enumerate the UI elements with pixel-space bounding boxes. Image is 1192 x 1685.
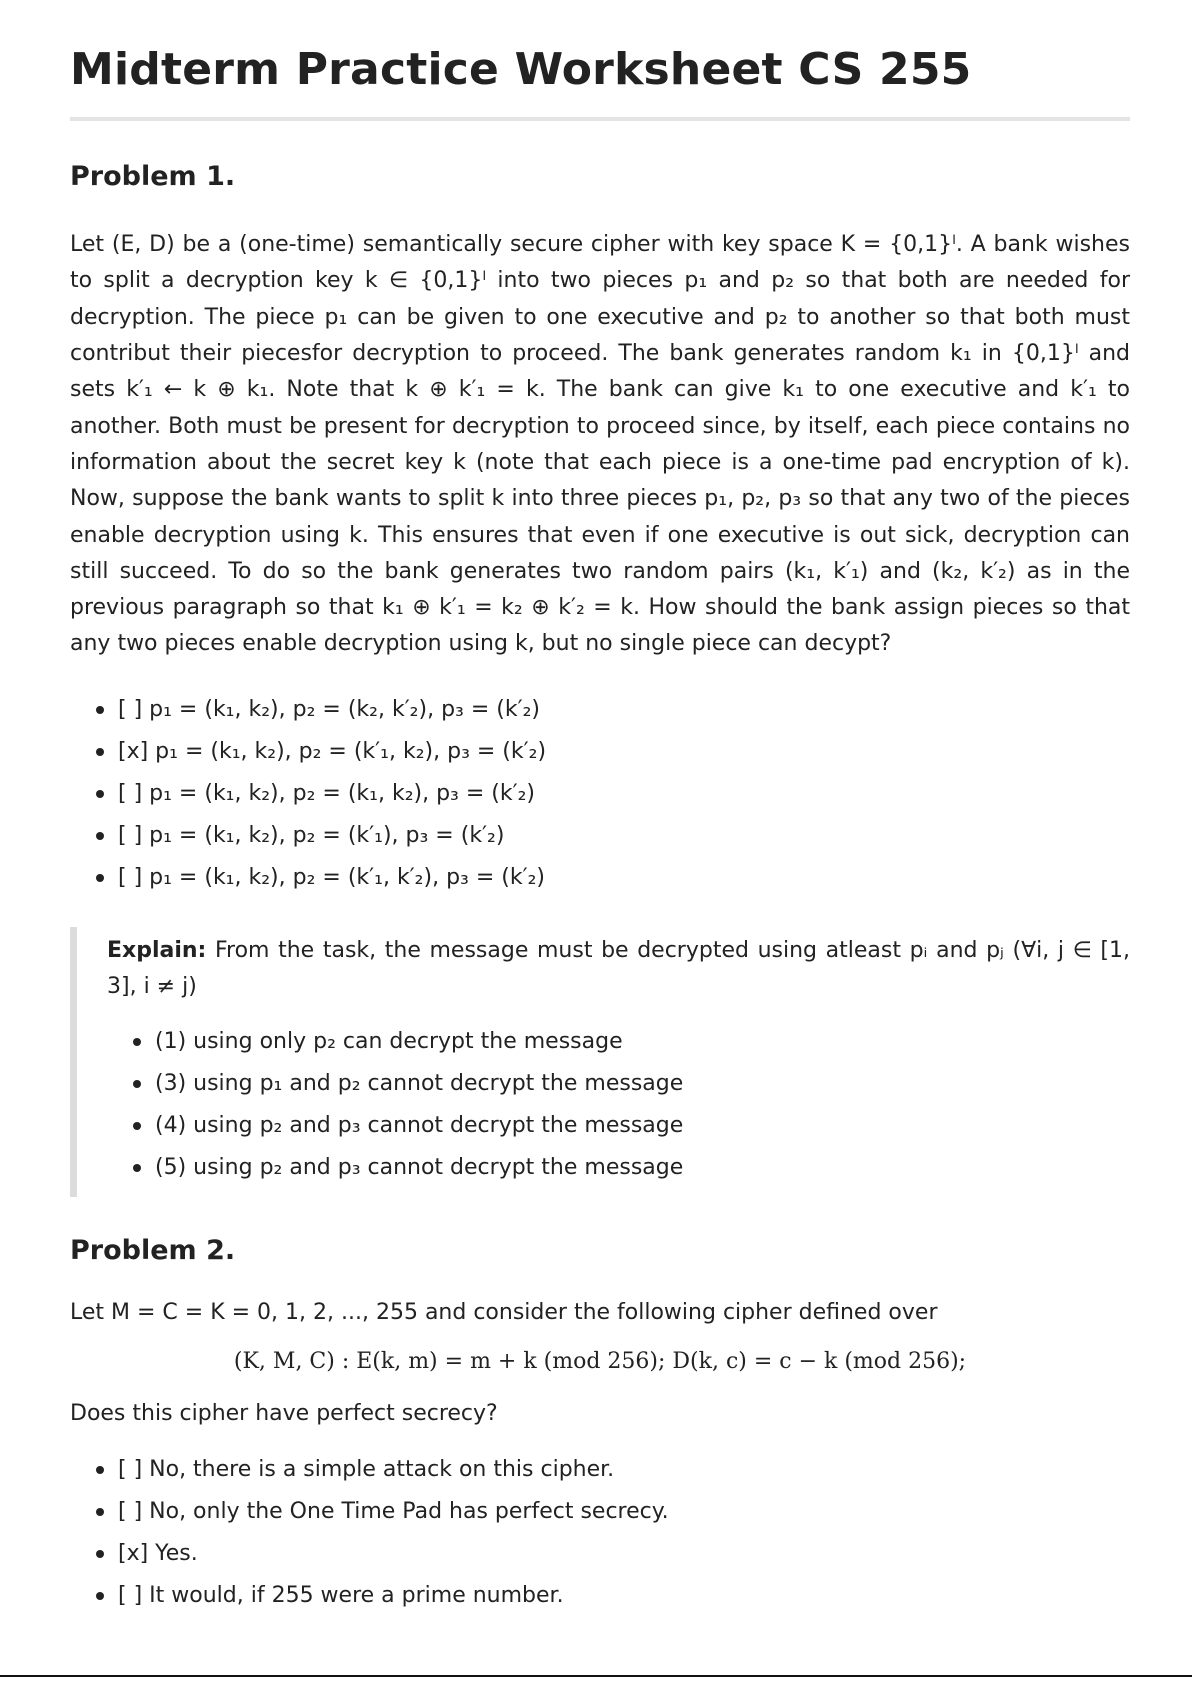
problem-1-options [70,689,1130,899]
document [70,0,1130,1617]
problem-1-heading: Problem 1. [70,160,236,192]
explanation-point: (5) using p₂ and p₃ cannot decrypt the message [107,1147,1130,1189]
page-title: Midterm Practice Worksheet CS 255 [70,0,1130,121]
option-item: [ ] p₁ = (k₁, k₂), p₂ = (k₂, k′₂), p₃ = (k′₂) [70,689,1130,731]
option-item: [ ] p₁ = (k₁, k₂), p₂ = (k₁, k₂), p₃ = (k′₂) [70,773,1130,815]
problem-2-question: Does this cipher have perfect secrecy? [70,1401,498,1427]
problem-1-question: Let (E, D) be a (one-time) semantically secure cipher with key space K = {0,1}ˡ. A bank wishes to split a decryption key k ∈ {0,1}ˡ into two pieces p₁ and p₂ so that both are needed for decryption. The piece p₁ can be given to one executive and p₂ to another so that both must contribut their piecesfor decryption to proceed. The bank generates random k₁ in {0,1}ˡ and sets k′₁ ← k ⊕ k₁. Note that k ⊕ k′₁ = k. The bank can give k₁ to one executive and k′₁ to another. Both must be present for decryption to proceed since, by itself, each piece contains no information about the secret key k (note that each piece is a one-time pad encryption of k). Now, suppose the bank wants to split k into three pieces p₁, p₂, p₃ so that any two of the pieces enable decryption using k. This ensures that even if one executive is out sick, decryption can still succeed. To do so the bank generates two random pairs (k₁, k′₁) and (k₂, k′₂) as in the previous paragraph so that k₁ ⊕ k′₁ = k₂ ⊕ k′₂ = k. How should the bank assign pieces so that any two pieces enable decryption using k, but no single piece can decypt? [70,232,1130,657]
option-item: [x] p₁ = (k₁, k₂), p₂ = (k′₁, k₂), p₃ = (k′₂) [70,731,1130,773]
explanation-point: (3) using p₁ and p₂ cannot decrypt the message [107,1063,1130,1105]
option-item: [ ] p₁ = (k₁, k₂), p₂ = (k′₁), p₃ = (k′₂) [70,815,1130,857]
option-item: [ ] It would, if 255 were a prime number. [70,1575,1130,1617]
problem-2-options [70,1449,1130,1617]
explain-label: Explain: [107,937,207,963]
option-item: [x] Yes. [70,1533,1130,1575]
explanation-points [107,1021,1130,1189]
explain-body: From the task, the message must be decrypted using atleast pᵢ and pⱼ (∀i, j ∈ [1, 3], i ≠ j) [107,937,1130,999]
cipher-formula: (K, M, C) : E(k, m) = m + k (mod 256); D(k, c) = c − k (mod 256); [233,1349,967,1375]
bottom-divider [0,1675,1192,1677]
explanation-text [107,933,1130,1005]
option-item: [ ] p₁ = (k₁, k₂), p₂ = (k′₁, k′₂), p₃ = (k′₂) [70,857,1130,899]
option-item: [ ] No, there is a simple attack on this cipher. [70,1449,1130,1491]
explanation-block [70,927,1130,1197]
explanation-point: (1) using only p₂ can decrypt the message [107,1021,1130,1063]
problem-2-intro: Let M = C = K = 0, 1, 2, ..., 255 and consider the following cipher defined over [70,1300,938,1326]
explanation-point: (4) using p₂ and p₃ cannot decrypt the message [107,1105,1130,1147]
problem-2-heading: Problem 2. [70,1234,236,1266]
option-item: [ ] No, only the One Time Pad has perfect secrecy. [70,1491,1130,1533]
